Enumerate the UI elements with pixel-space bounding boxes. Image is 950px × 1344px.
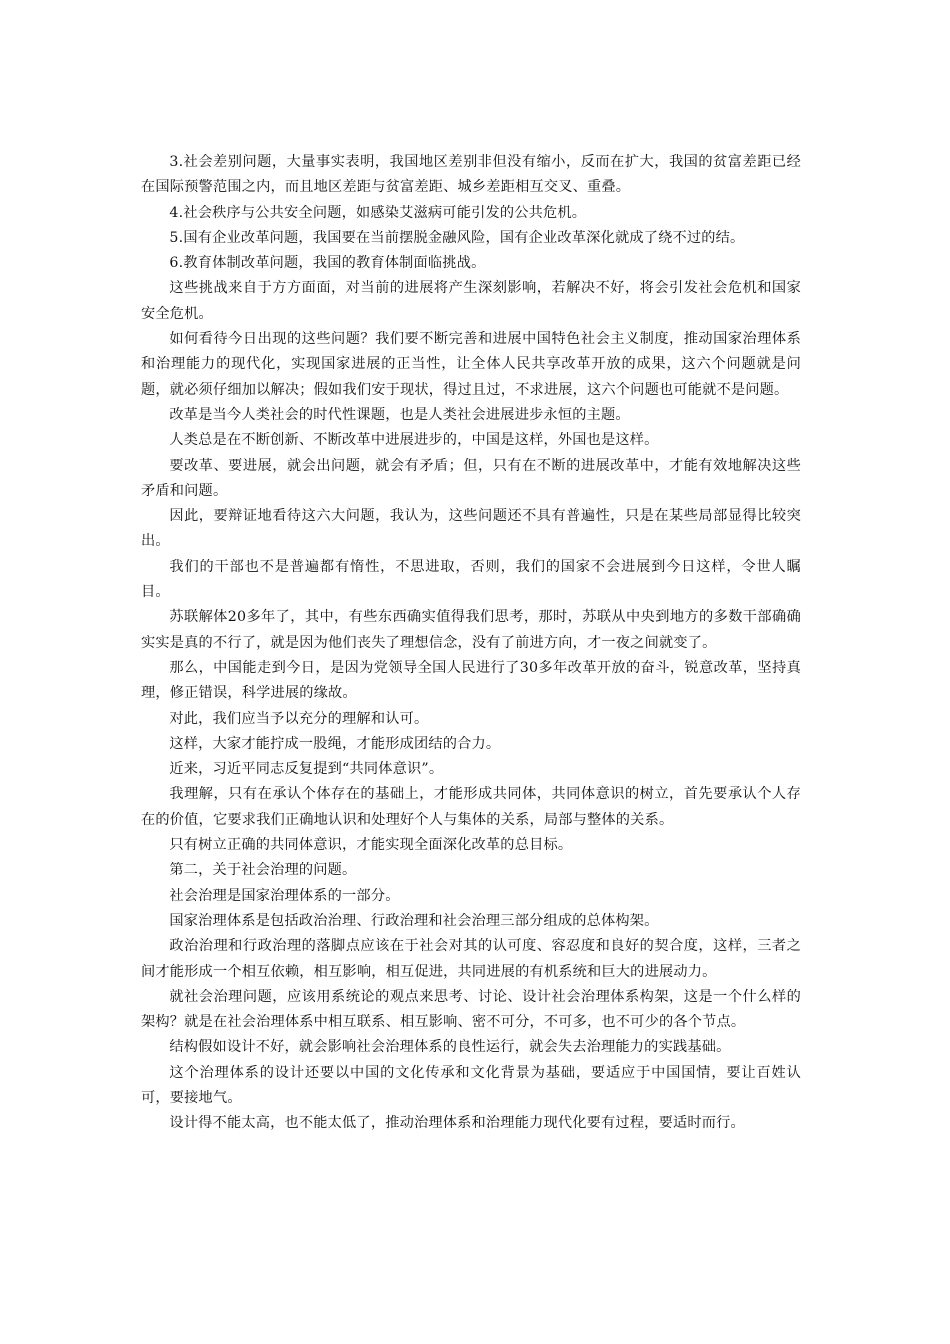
paragraph: 苏联解体20多年了，其中，有些东西确实值得我们思考，那时，苏联从中央到地方的多数干部确确实实是真的不行了，就是因为他们丧失了理想信念，没有了前进方向，才一夜之间就变了。 — [141, 609, 801, 651]
section-heading: 第二，关于社会治理的问题。 — [169, 862, 357, 879]
paragraph: 改革是当今人类社会的时代性课题，也是人类社会进展进步永恒的主题。 — [169, 406, 630, 423]
paragraph: 如何看待今日出现的这些问题？我们要不断完善和进展中国特色社会主义制度，推动国家治理体系和治理能力的现代化，实现国家进展的正当性，让全体人民共享改革开放的成果，这六个问题就是问题，就必须仔细加以解决；假如我们安于现状，得过且过，不求进展，这六个问题也可能就不是问题。 — [141, 331, 801, 398]
paragraph: 那么，中国能走到今日，是因为党领导全国人民进行了30多年改革开放的奋斗，锐意改革，坚持真理，修正错误，科学进展的缘故。 — [141, 659, 801, 702]
paragraph-item-3: 3.社会差别问题，大量事实表明，我国地区差别非但没有缩小，反而在扩大，我国的贫富差距已经在国际预警范围之内，而且地区差距与贫富差距、城乡差距相互交叉、重叠。 — [141, 154, 801, 196]
paragraph: 近来，习近平同志反复提到“共同体意识”。 — [169, 761, 444, 778]
paragraph: 只有树立正确的共同体意识，才能实现全面深化改革的总目标。 — [169, 837, 573, 854]
paragraph: 因此，要辩证地看待这六大问题，我认为，这些问题还不具有普遍性，只是在某些局部显得比较突出。 — [141, 508, 801, 550]
paragraph: 结构假如设计不好，就会影响社会治理体系的良性运行，就会失去治理能力的实践基础。 — [169, 1039, 731, 1056]
paragraph: 人类总是在不断创新、不断改革中进展进步的，中国是这样，外国也是这样。 — [169, 432, 659, 449]
document-body — [141, 150, 801, 1137]
paragraph-item-5: 5.国有企业改革问题，我国要在当前摆脱金融风险，国有企业改革深化就成了绕不过的结。 — [169, 229, 745, 246]
paragraph: 国家治理体系是包括政治治理、行政治理和社会治理三部分组成的总体构架。 — [169, 912, 659, 929]
paragraph: 我们的干部也不是普遍都有惰性，不思进取，否则，我们的国家不会进展到今日这样，令世人瞩目。 — [141, 558, 801, 601]
paragraph: 政治治理和行政治理的落脚点应该在于社会对其的认可度、容忍度和良好的契合度，这样，三者之间才能形成一个相互依赖，相互影响，相互促进，共同进展的有机系统和巨大的进展动力。 — [141, 938, 801, 980]
paragraph: 这个治理体系的设计还要以中国的文化传承和文化背景为基础，要适应于中国国情，要让百姓认可，要接地气。 — [141, 1064, 801, 1106]
paragraph: 就社会治理问题，应该用系统论的观点来思考、讨论、设计社会治理体系构架，这是一个什么样的架构？就是在社会治理体系中相互联系、相互影响、密不可分，不可多，也不可少的各个节点。 — [141, 988, 801, 1031]
paragraph: 这样，大家才能拧成一股绳，才能形成团结的合力。 — [169, 735, 501, 752]
paragraph-item-4: 4.社会秩序与公共安全问题，如感染艾滋病可能引发的公共危机。 — [169, 204, 587, 221]
paragraph-item-6: 6.教育体制改革问题，我国的教育体制面临挑战。 — [169, 255, 486, 272]
paragraph: 我理解，只有在承认个体存在的基础上，才能形成共同体，共同体意识的树立，首先要承认个人存在的价值，它要求我们正确地认识和处理好个人与集体的关系，局部与整体的关系。 — [141, 786, 801, 828]
paragraph: 设计得不能太高，也不能太低了，推动治理体系和治理能力现代化要有过程，要适时而行。 — [169, 1115, 745, 1132]
paragraph: 对此，我们应当予以充分的理解和认可。 — [169, 710, 429, 727]
paragraph: 这些挑战来自于方方面面，对当前的进展将产生深刻影响，若解决不好，将会引发社会危机和国家安全危机。 — [141, 280, 801, 322]
paragraph: 社会治理是国家治理体系的一部分。 — [169, 887, 400, 904]
paragraph: 要改革、要进展，就会出问题，就会有矛盾；但，只有在不断的进展改革中，才能有效地解决这些矛盾和问题。 — [141, 457, 801, 499]
